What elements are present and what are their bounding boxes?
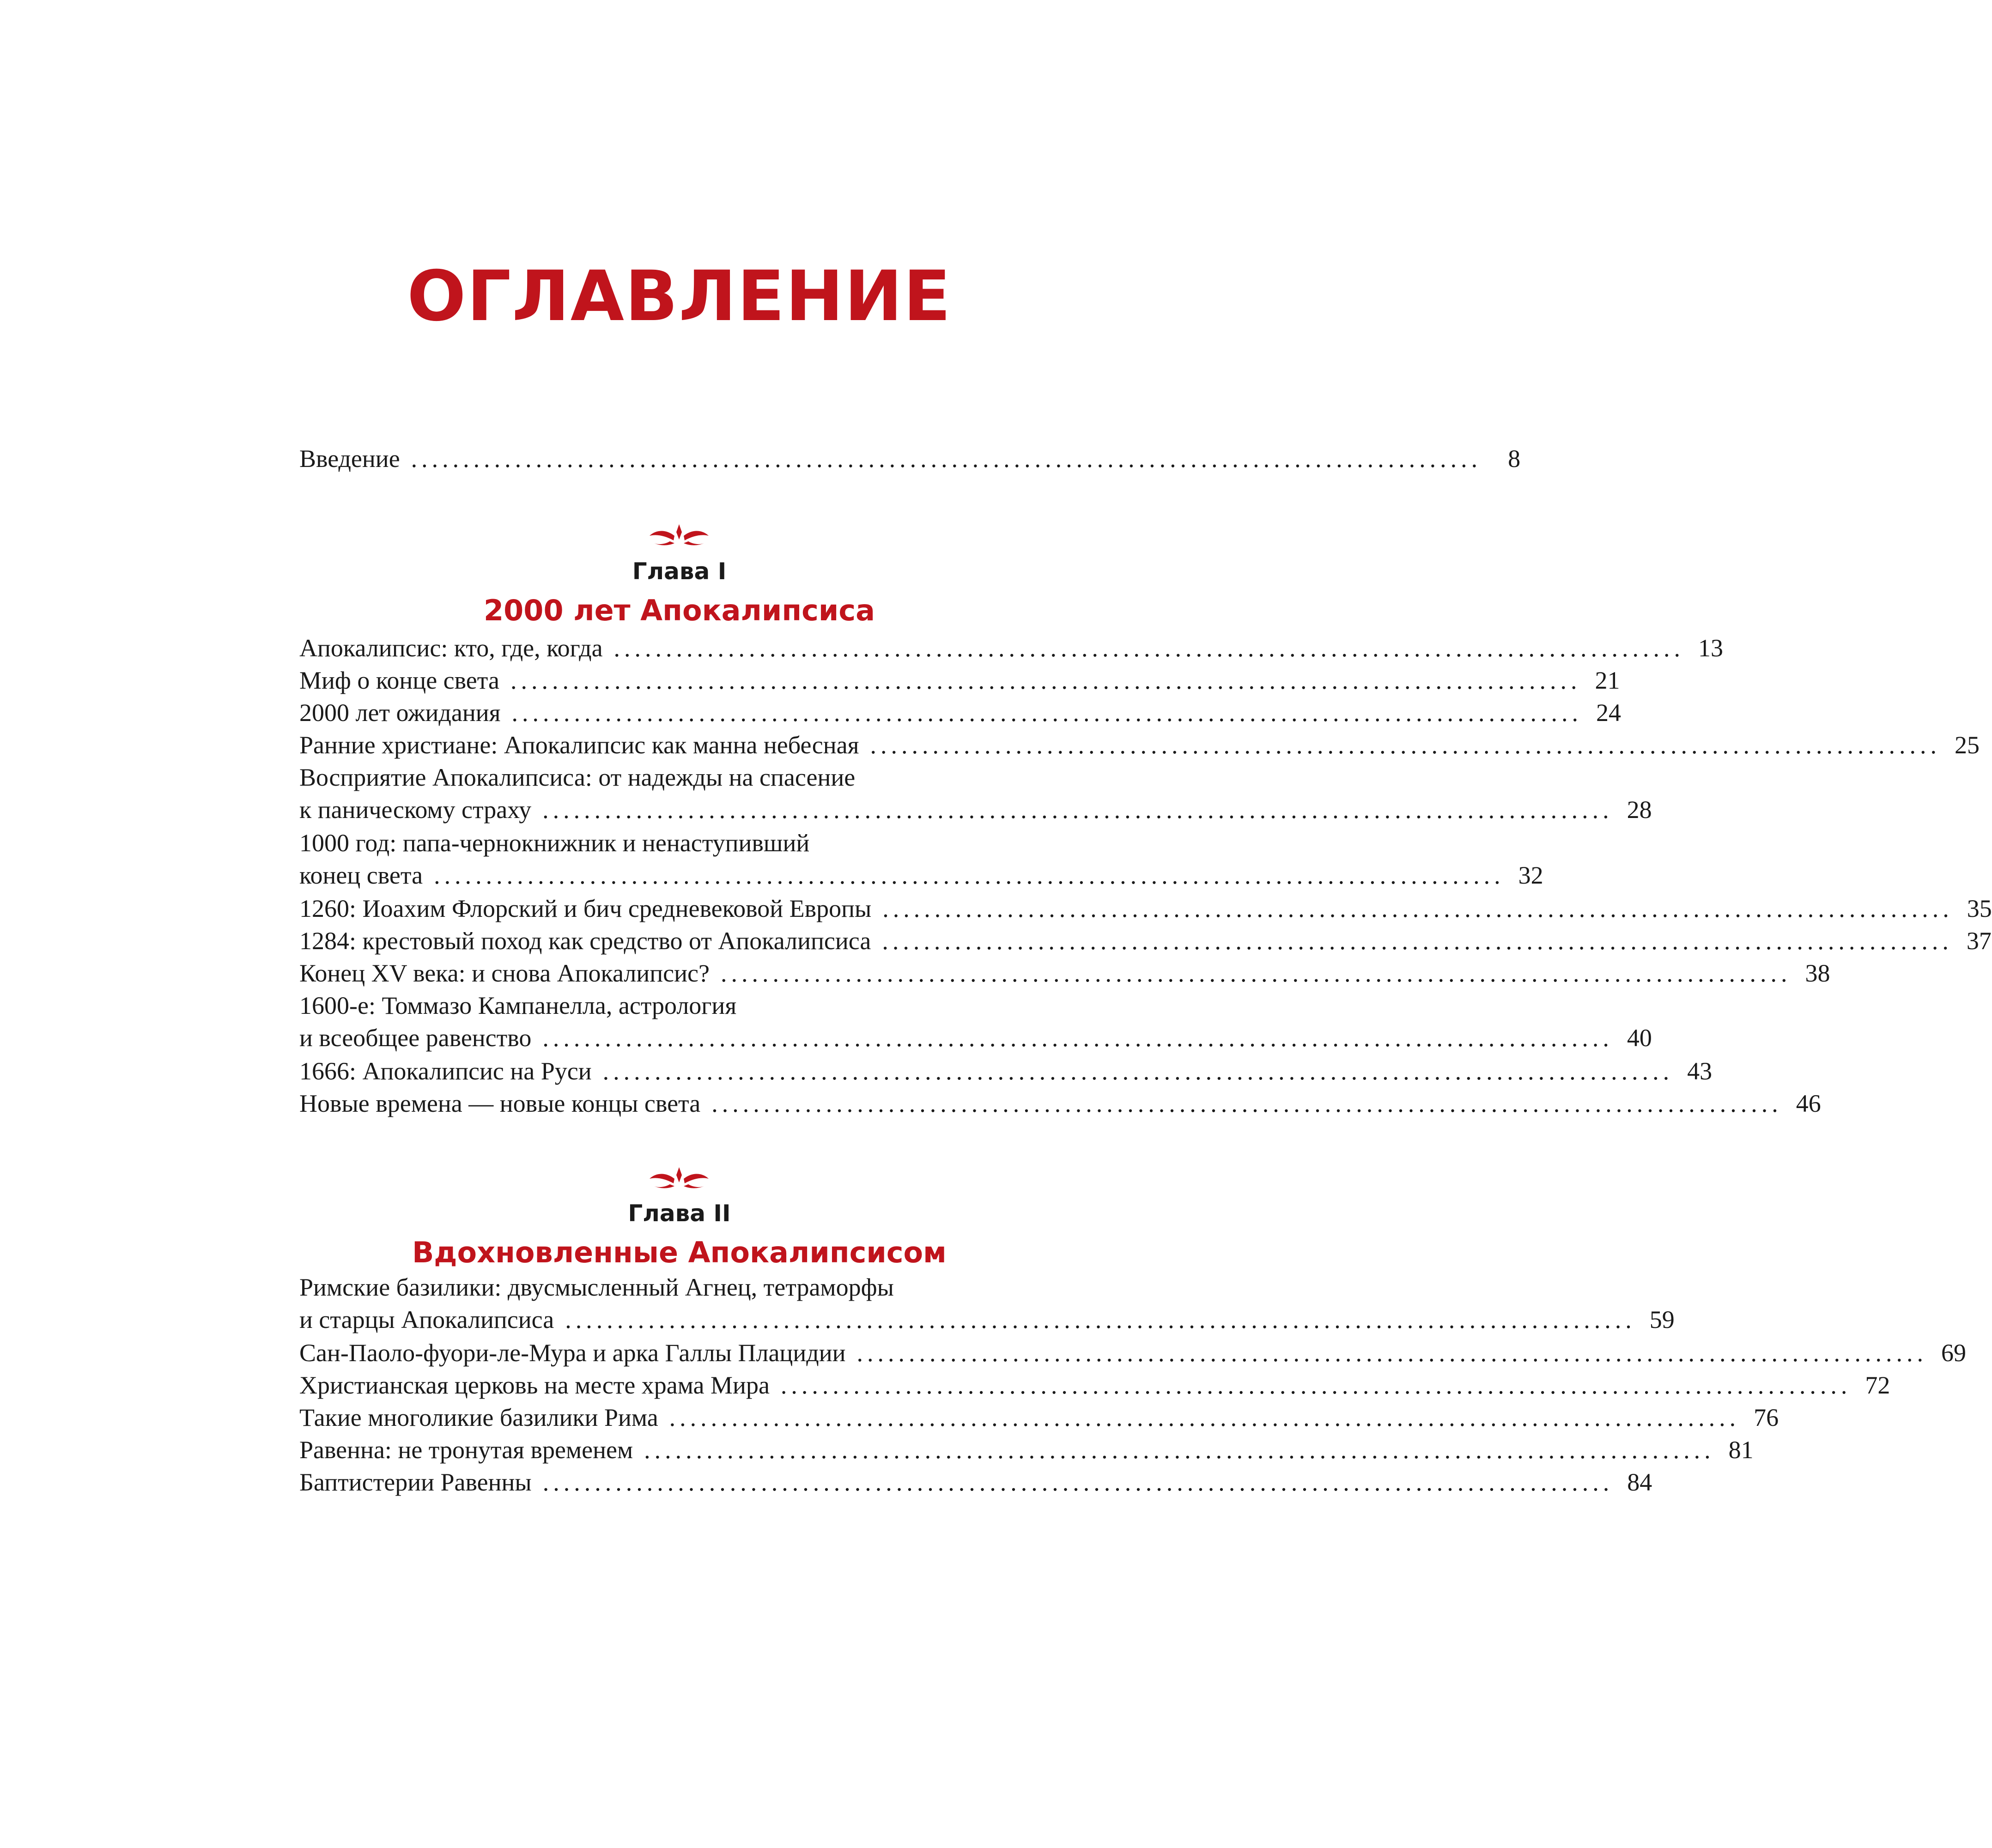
toc-entry-page: 72 [1865, 1371, 1890, 1399]
toc-entry-title: Апокалипсис: кто, где, когда [299, 634, 603, 662]
toc-entry-page: 25 [1954, 731, 1980, 759]
dot-leader: ....................................................................................................... [613, 634, 1685, 662]
toc-entry-title: 2000 лет ожидания [299, 699, 501, 727]
toc-entry[interactable] [299, 697, 1621, 729]
toc-entry[interactable] [299, 827, 1543, 891]
toc-entry[interactable] [299, 664, 1620, 697]
toc-entry[interactable] [299, 892, 1992, 925]
dot-leader: ....................................................................................................... [669, 1404, 1740, 1431]
toc-entry-intro[interactable] [299, 442, 1521, 475]
toc-entry-page: 59 [1649, 1306, 1675, 1333]
toc-entry[interactable] [299, 1401, 1779, 1434]
dot-leader: ....................................................................................................... [511, 699, 1582, 727]
toc-entry[interactable] [299, 1271, 1675, 1336]
dot-leader: ....................................................................................................... [434, 861, 1505, 889]
toc-entry-title: Введение [299, 445, 400, 473]
page-title: ОГЛАВЛЕНИЕ [407, 256, 952, 337]
dot-leader: ....................................................................................................... [644, 1436, 1715, 1464]
dot-leader: ....................................................................................................... [542, 796, 1613, 824]
toc-entry-title: к паническому страху [299, 796, 532, 824]
toc-entry-page: 40 [1627, 1024, 1652, 1052]
toc-entry-page: 69 [1941, 1339, 1966, 1367]
chapter-title: 2000 лет Апокалипсиса [484, 594, 875, 627]
toc-entry-page: 81 [1728, 1436, 1754, 1464]
toc-entry[interactable] [299, 632, 1724, 664]
toc-entry-page: 37 [1966, 927, 1992, 955]
toc-entry-page: 28 [1627, 796, 1652, 824]
toc-entry-title: Равенна: не тронутая временем [299, 1436, 633, 1464]
toc-entry[interactable] [299, 957, 1830, 989]
toc-entry[interactable] [299, 989, 1652, 1054]
dot-leader: ....................................................................................................... [411, 445, 1482, 473]
toc-entry-page: 8 [1508, 445, 1521, 473]
dot-leader: ....................................................................................................... [856, 1339, 1927, 1367]
toc-entry-page: 24 [1596, 699, 1621, 727]
dot-leader: ....................................................................................................... [720, 959, 1792, 987]
toc-entry[interactable] [299, 729, 1980, 761]
dot-leader: ....................................................................................................... [780, 1371, 1852, 1399]
toc-entry-title-line1: Восприятие Апокалипсиса: от надежды на спасение [299, 763, 856, 791]
toc-entry[interactable] [299, 1337, 1966, 1369]
dot-leader: ....................................................................................................... [882, 895, 1953, 922]
dot-leader: ....................................................................................................... [510, 666, 1581, 694]
toc-entry-title-line1: 1000 год: папа-чернокнижник и ненаступивший [299, 829, 810, 857]
toc-entry-title: 1284: крестовый поход как средство от Апокалипсиса [299, 927, 871, 955]
chapter-label: Глава I [632, 558, 727, 585]
toc-entry-page: 46 [1796, 1090, 1821, 1117]
dot-leader: ....................................................................................................... [565, 1306, 1636, 1333]
toc-entry-title: Христианская церковь на месте храма Мира [299, 1371, 770, 1399]
toc-entry-page: 21 [1595, 666, 1620, 694]
toc-entry-title: Сан-Паоло-фуори-ле-Мура и арка Галлы Плацидии [299, 1339, 846, 1367]
toc-entry-page: 84 [1627, 1468, 1652, 1496]
chapter-label: Глава II [628, 1200, 731, 1227]
toc-entry-page: 13 [1698, 634, 1724, 662]
toc-entry-title: и всеобщее равенство [299, 1024, 532, 1052]
dot-leader: ....................................................................................................... [882, 927, 1953, 955]
toc-entry-title-line1: Римские базилики: двусмысленный Агнец, тетраморфы [299, 1273, 894, 1301]
toc-entry-title: Конец XV века: и снова Апокалипсис? [299, 959, 710, 987]
toc-entry-page: 35 [1967, 895, 1992, 922]
ornament-icon [647, 522, 711, 550]
toc-entry-title: и старцы Апокалипсиса [299, 1306, 554, 1333]
toc-entry-page: 76 [1754, 1404, 1779, 1431]
toc-entry[interactable] [299, 1087, 1821, 1120]
dot-leader: ....................................................................................................... [602, 1057, 1674, 1085]
toc-entry[interactable] [299, 1055, 1713, 1087]
toc-entry[interactable] [299, 761, 1652, 826]
toc-entry-page: 38 [1805, 959, 1830, 987]
toc-entry-page: 43 [1687, 1057, 1713, 1085]
toc-entry-title: Ранние христиане: Апокалипсис как манна небесная [299, 731, 859, 759]
toc-entry[interactable] [299, 1369, 1890, 1401]
dot-leader: ....................................................................................................... [711, 1090, 1782, 1117]
toc-entry-title: Миф о конце света [299, 666, 500, 694]
toc-entry-title: 1260: Иоахим Флорский и бич средневековой Европы [299, 895, 872, 922]
dot-leader: ....................................................................................................... [870, 731, 1941, 759]
toc-entry-page: 32 [1518, 861, 1543, 889]
toc-entry-title: 1666: Апокалипсис на Руси [299, 1057, 592, 1085]
toc-entry-title: конец света [299, 861, 423, 889]
ornament-icon [647, 1165, 711, 1193]
toc-entry-title: Такие многоликие базилики Рима [299, 1404, 658, 1431]
toc-entry-title: Баптистерии Равенны [299, 1468, 532, 1496]
dot-leader: ....................................................................................................... [542, 1024, 1613, 1052]
dot-leader: ....................................................................................................... [542, 1468, 1614, 1496]
toc-entry-title-line1: 1600-е: Томмазо Кампанелла, астрология [299, 992, 737, 1019]
chapter-title: Вдохновленные Апокалипсисом [412, 1236, 947, 1269]
toc-entry[interactable] [299, 1434, 1754, 1466]
toc-entry-title: Новые времена — новые концы света [299, 1090, 701, 1117]
toc-entry[interactable] [299, 925, 1992, 957]
toc-entry[interactable] [299, 1466, 1652, 1498]
